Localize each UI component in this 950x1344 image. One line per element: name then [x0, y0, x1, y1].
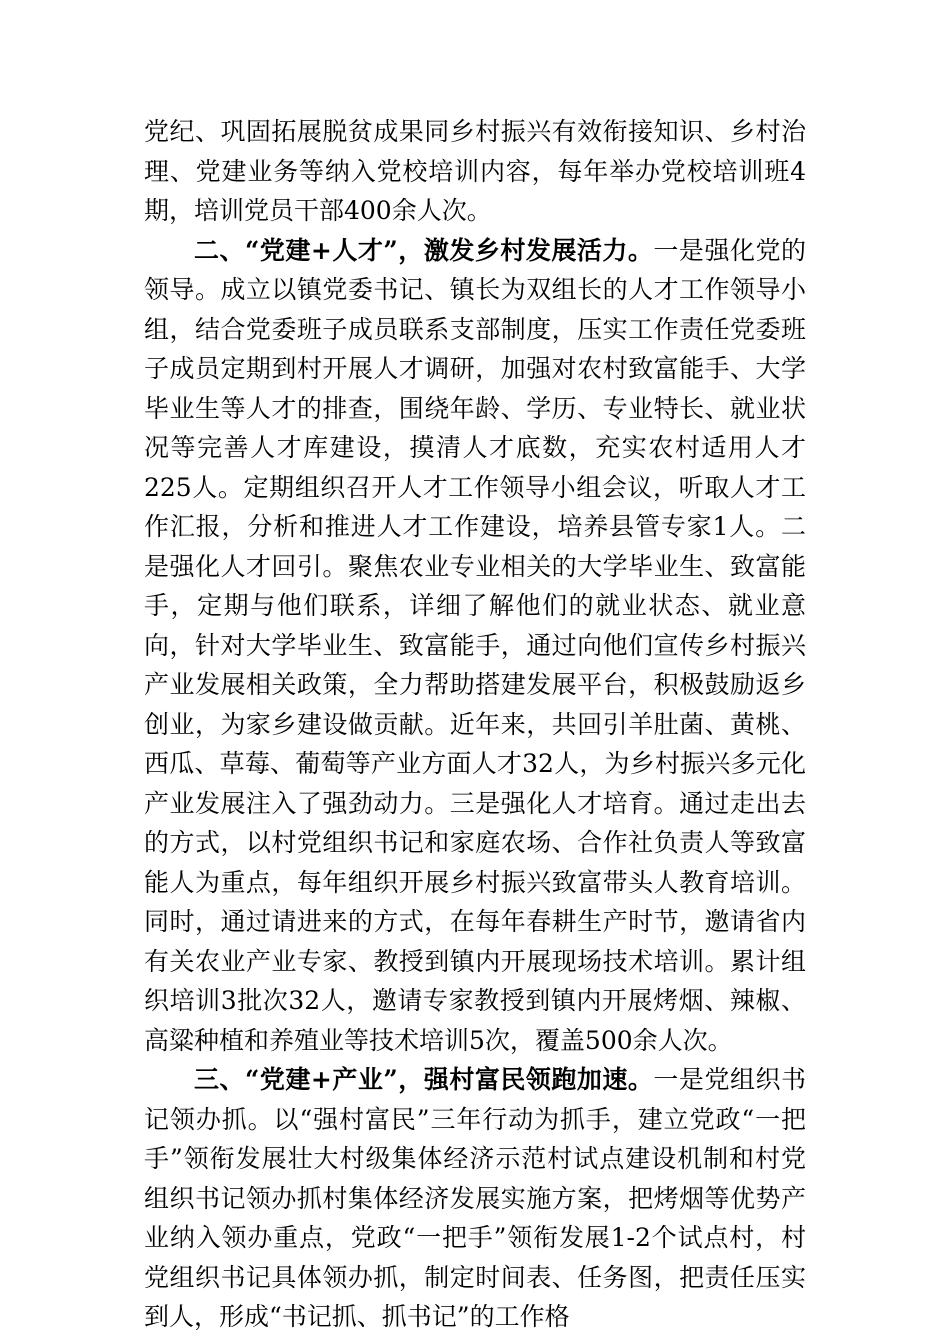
paragraph-1-text: 党纪、巩固拓展脱贫成果同乡村振兴有效衔接知识、乡村治理、党建业务等纳入党校培训内容，每年举办党校培训班4期，培训党员干部400余人次。: [144, 117, 806, 225]
paragraph-2-text: 一是强化党的领导。成立以镇党委书记、镇长为双组长的人才工作领导小组，结合党委班子成员联系支部制度，压实工作责任党委班子成员定期到村开展人才调研，加强对农村致富能手、大学毕业生等人才的排查，围绕年龄、学历、专业特长、就业状况等完善人才库建设，摸清人才底数，充实农村适用人才225人。定期组织召开人才工作领导小组会议，听取人才工作汇报，分析和推进人才工作建设，培养县管专家1人。二是强化人才回引。聚焦农业专业相关的大学毕业生、致富能手，定期与他们联系，详细了解他们的就业状态、就业意向，针对大学毕业生、致富能手，通过向他们宣传乡村振兴产业发展相关政策，全力帮助搭建发展平台，积极鼓励返乡创业，为家乡建设做贡献。近年来，共回引羊肚菌、黄桃、西瓜、草莓、葡萄等产业方面人才32人，为乡村振兴多元化产业发展注入了强劲动力。三是强化人才培育。通过走出去的方式，以村党组织书记和家庭农场、合作社负责人等致富能人为重点，每年组织开展乡村振兴致富带头人教育培训。同时，通过请进来的方式，在每年春耕生产时节，邀请省内有关农业产业专家、教授到镇内开展现场技术培训。累计组织培训3批次32人，邀请专家教授到镇内开展烤烟、辣椒、高粱种植和养殖业等技术培训5次，覆盖500余人次。: [144, 235, 806, 1055]
paragraph-3: [144, 1060, 806, 1337]
paragraph-2: [144, 231, 806, 1061]
section-3-heading: 三、“党建+产业”，强村富民领跑加速。: [194, 1065, 654, 1094]
paragraph-1: [144, 112, 806, 231]
section-2-heading: 二、“党建+人才”，激发乡村发展活力。: [194, 235, 654, 265]
paragraph-3-text: 一是党组织书记领办抓。以“强村富民”三年行动为抓手，建立党政“一把手”领衔发展壮大村级集体经济示范村试点建设机制和村党组织书记领办抓村集体经济发展实施方案，把烤烟等优势产业纳入领办重点，党政“一把手”领衔发展1-2个试点村，村党组织书记具体领办抓，制定时间表、任务图，把责任压实到人，形成“书记抓、抓书记”的工作格: [144, 1065, 806, 1331]
document-page: [144, 112, 806, 1337]
